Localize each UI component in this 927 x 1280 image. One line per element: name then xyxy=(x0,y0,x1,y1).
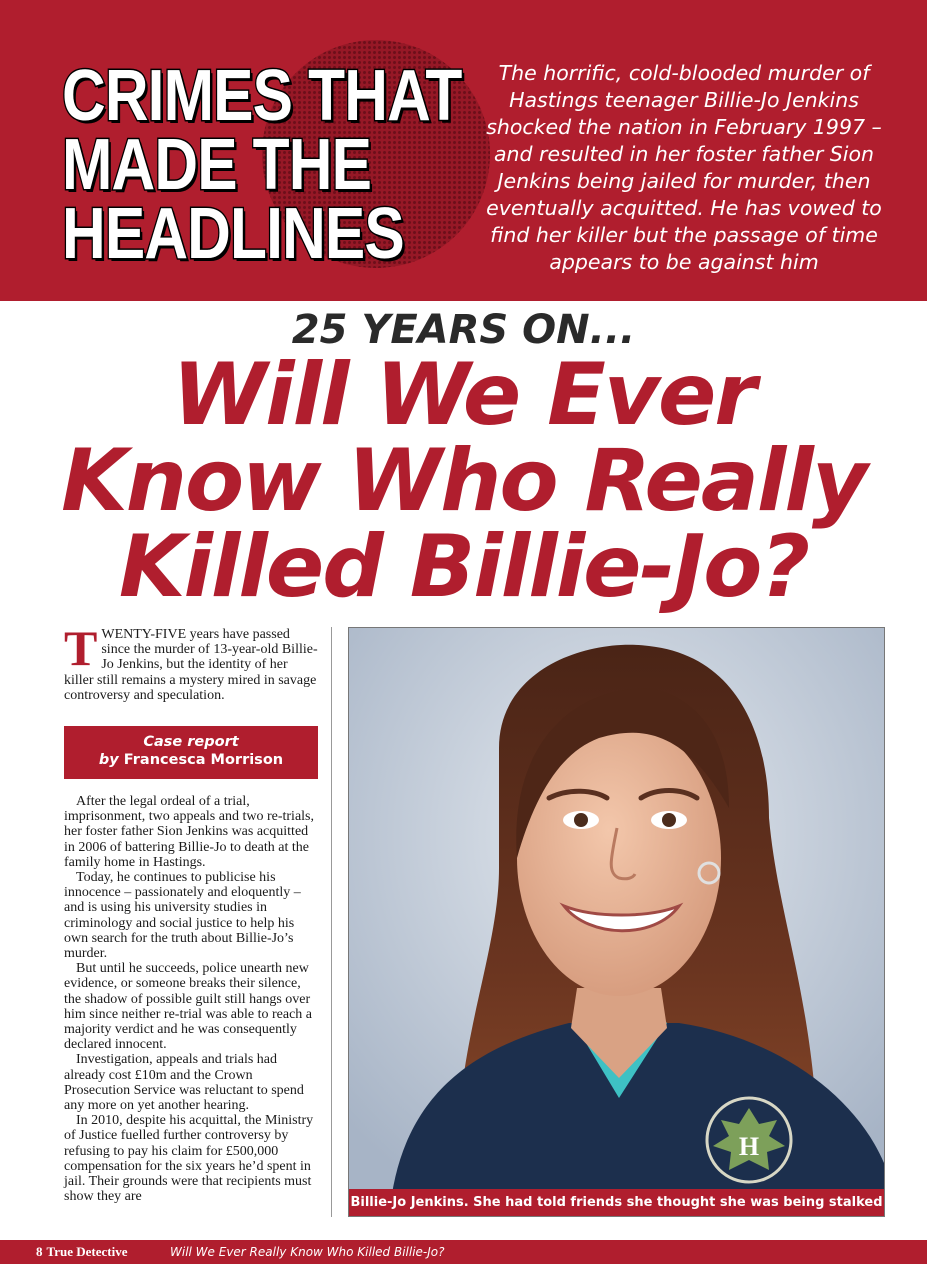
column-divider xyxy=(331,627,332,1217)
intro-text: WENTY-FIVE years have passed since the murder of 13-year-old Billie-Jo Jenkins, but the identity of her killer still remains a mystery mired in savage controversy and speculation. xyxy=(64,627,318,703)
intro-paragraph xyxy=(64,620,318,703)
series-title xyxy=(62,56,462,274)
byline-label: Case report xyxy=(143,734,239,750)
page-footer xyxy=(0,1240,927,1264)
header-banner xyxy=(0,0,927,301)
body-paragraph: Today, he continues to publicise his innocence – passionately and eloquently – and is using his university studies in criminology and social justice to help his own search for the truth about Billie-Jo’s murder. xyxy=(64,870,301,962)
body-paragraph: In 2010, despite his acquittal, the Ministry of Justice fuelled further controversy by refusing to pay his claim for £500,000 compensation for the six years he’d spent in jail. Their grounds were that recipients must show they are xyxy=(64,1113,314,1205)
kicker: 25 YEARS ON... xyxy=(291,307,636,353)
byline-author-line xyxy=(64,751,318,769)
byline-author: Francesca Morrison xyxy=(123,752,284,768)
school-badge-letter: H xyxy=(738,1132,760,1161)
body-paragraph: But until he succeeds, police unearth new evidence, or someone breaks their silence, the shadow of possible guilt still hangs over him since neither re-trial was able to reach a majority verdict and he was consequently declared innocent. xyxy=(64,961,312,1053)
portrait-photo xyxy=(348,627,885,1217)
magazine-name: True Detective xyxy=(46,1244,128,1259)
body-paragraph: Investigation, appeals and trials had already cost £10m and the Crown Prosecution Service was reluctant to spend any more on yet another hearing. xyxy=(64,1052,304,1114)
footer-article-title: Will We Ever Really Know Who Killed Billie-Jo? xyxy=(170,1245,445,1259)
article-body xyxy=(64,794,320,1204)
headline-line: Know Who Really xyxy=(61,431,866,531)
page-number: 8 xyxy=(36,1244,43,1259)
drop-cap: T xyxy=(64,620,98,676)
headline xyxy=(0,345,927,617)
photo-caption: Billie-Jo Jenkins. She had told friends she thought she was being stalked xyxy=(349,1189,884,1216)
portrait-illustration xyxy=(349,628,885,1217)
series-title-line: CRIMES THAT xyxy=(62,56,462,136)
series-title-line: HEADLINES xyxy=(62,194,404,274)
byline-box xyxy=(64,726,318,779)
headline-line: Killed Billie-Jo? xyxy=(118,517,809,617)
headline-line: Will We Ever xyxy=(172,345,755,445)
standfirst: The horrific, cold-blooded murder of Hastings teenager Billie-Jo Jenkins shocked the nation in February 1997 – and resulted in her foster father Sion Jenkins being jailed for murder, then eventually acquitted. He has vowed to find her killer but the passage of time appears to be against him xyxy=(486,61,882,274)
series-title-line: MADE THE xyxy=(62,125,372,205)
body-paragraph: After the legal ordeal of a trial, imprisonment, two appeals and two re-trials, her foster father Sion Jenkins was acquitted in 2006 of battering Billie-Jo to death at the family home in Hastings. xyxy=(64,794,314,870)
byline-by: by xyxy=(98,752,119,768)
footer-page-info xyxy=(36,1244,131,1260)
